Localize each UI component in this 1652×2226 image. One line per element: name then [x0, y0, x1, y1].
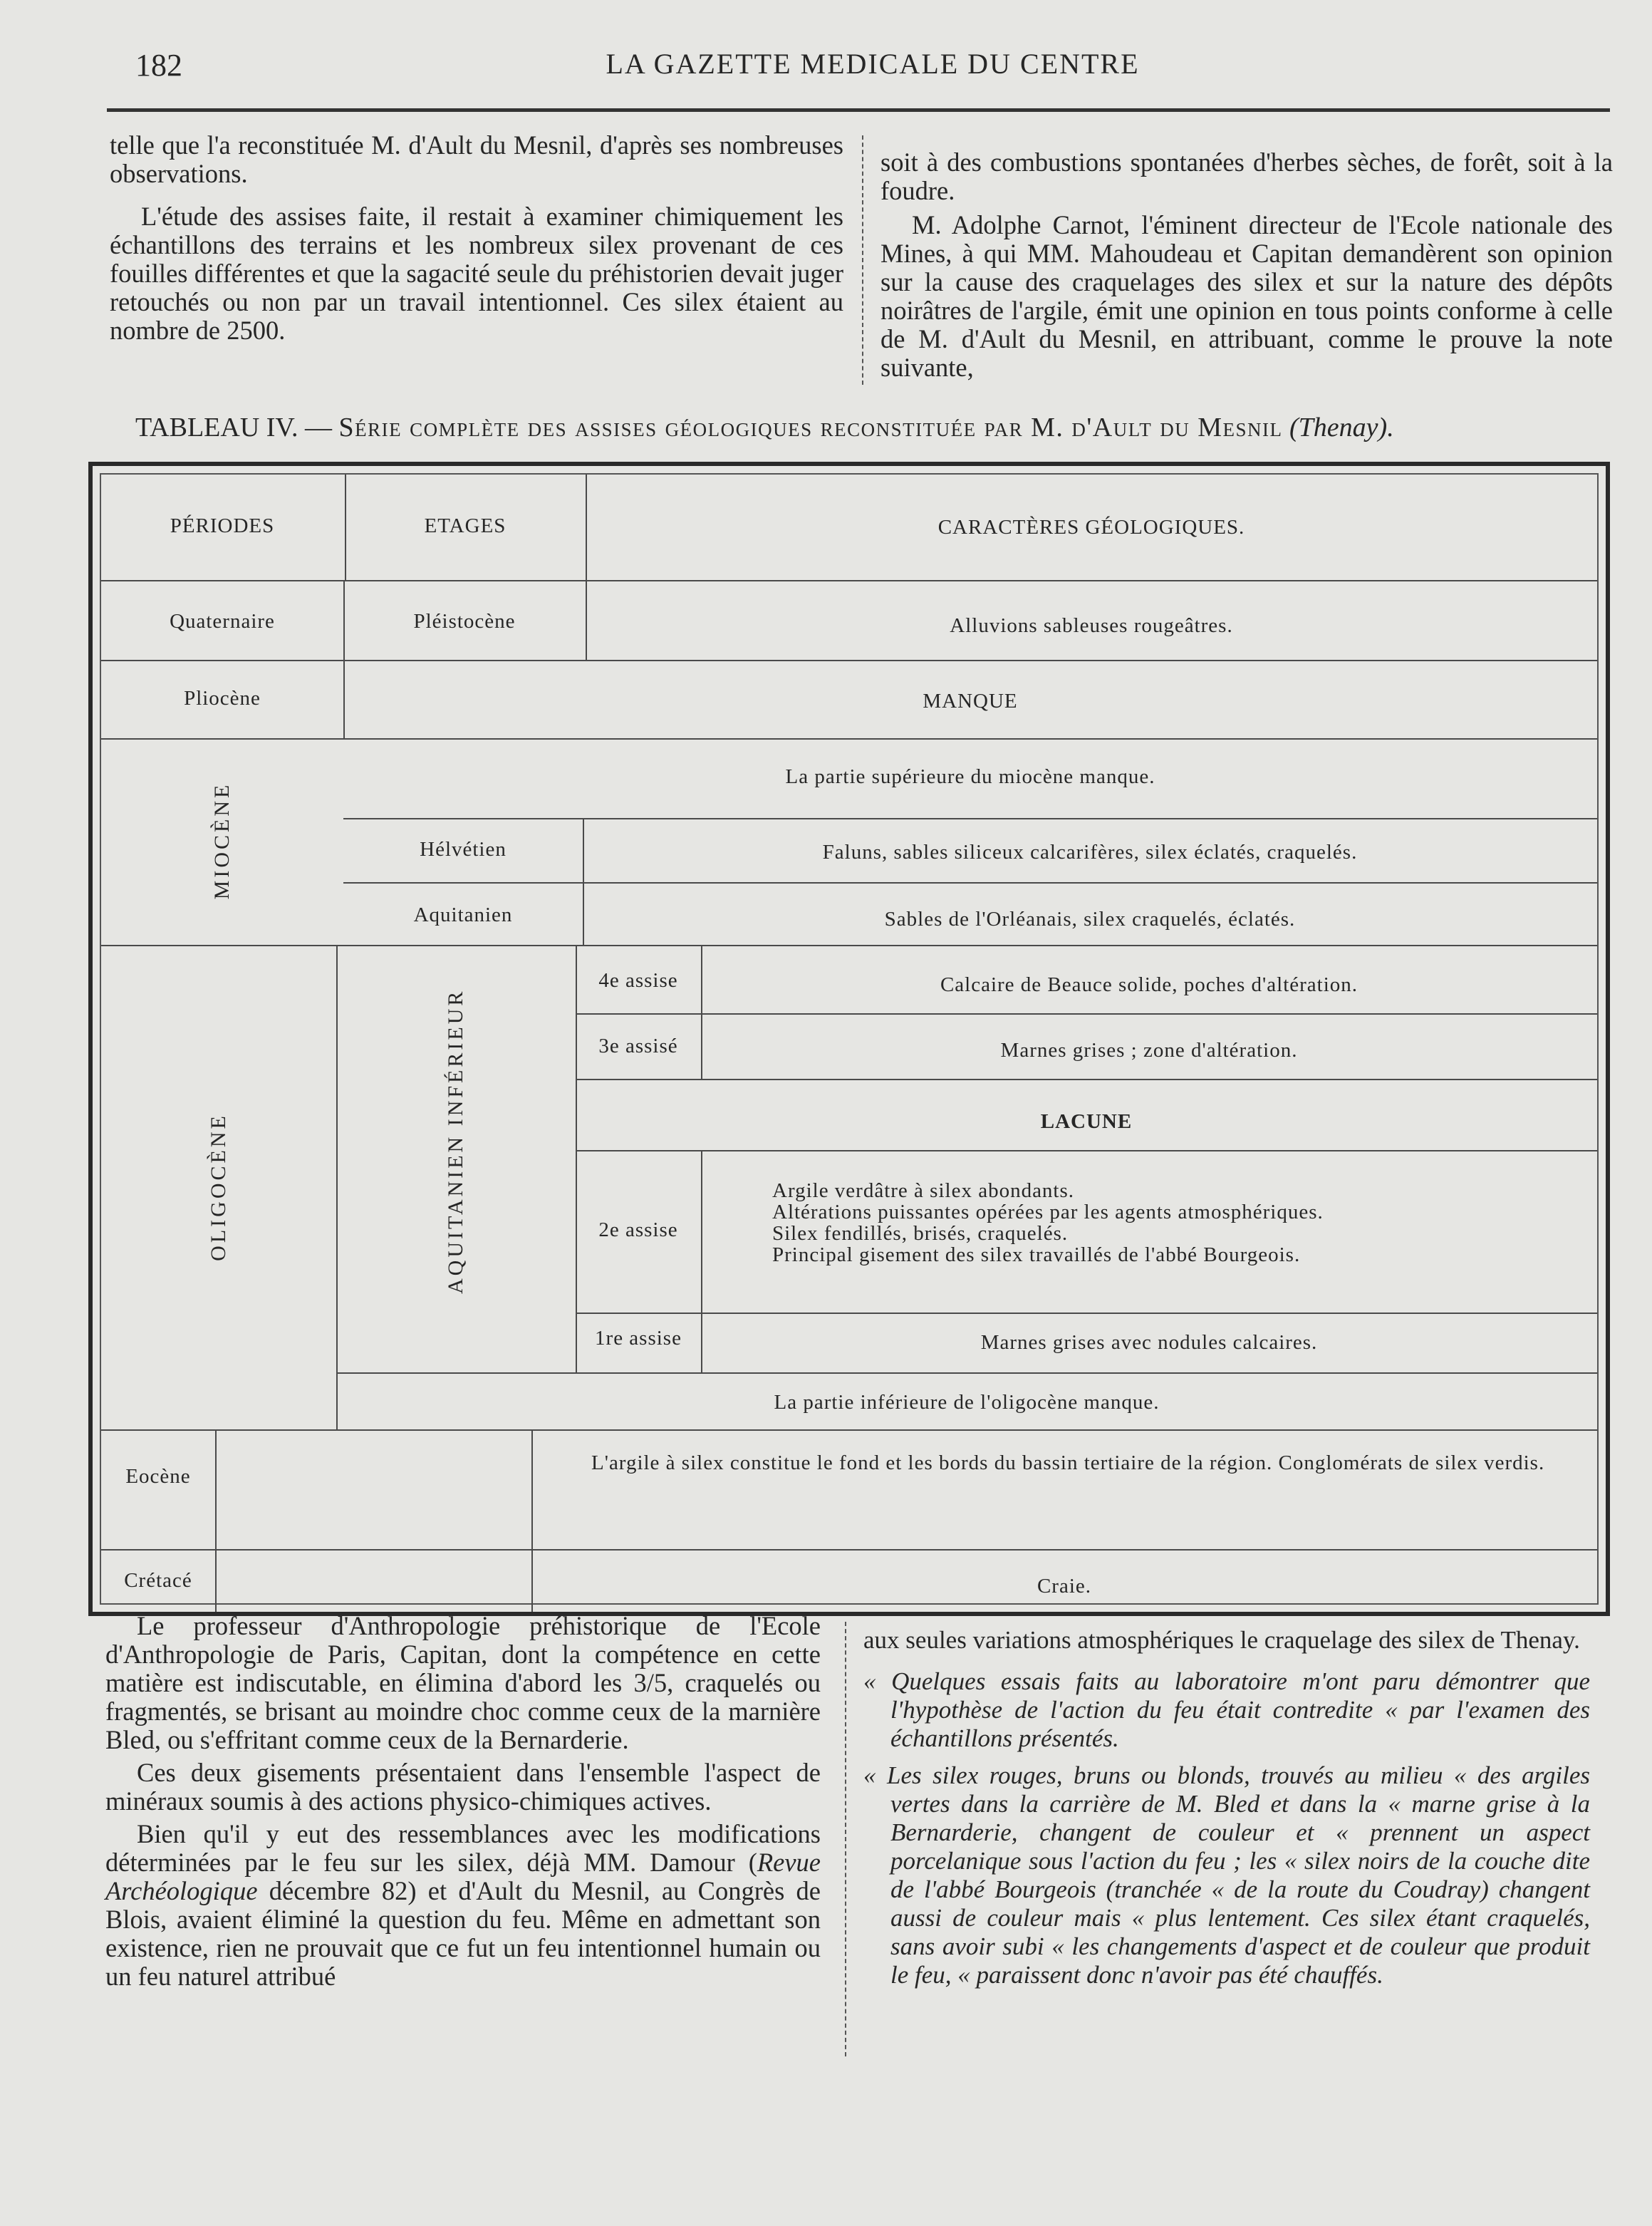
assise-4-desc: Calcaire de Beauce solide, poches d'altération. — [940, 973, 1359, 996]
desc-quaternaire: Alluvions sableuses rougeâtres. — [950, 614, 1233, 637]
table-inner — [100, 473, 1599, 1605]
header-characters: CARACTÈRES GÉOLOGIQUES. — [937, 516, 1245, 539]
table-caption — [135, 412, 1617, 443]
paragraph: aux seules variations atmosphériques le craquelage des silex de Thenay. — [863, 1626, 1580, 1654]
table-place: (Thenay). — [1289, 413, 1394, 442]
period-oligocene: OLIGOCÈNE — [207, 1113, 230, 1261]
assise-2-line: Argile verdâtre à silex abondants. — [772, 1179, 1075, 1202]
column-separator — [862, 135, 863, 385]
paragraph: soit à des combustions spontanées d'herbes sèches, de forêt, soit à la foudre. — [880, 147, 1613, 205]
top-right-column — [880, 148, 1613, 382]
period-miocene: MIOCÈNE — [210, 782, 234, 900]
period-cretace: Crétacé — [124, 1569, 192, 1592]
header-stages: ETAGES — [424, 514, 506, 537]
stage-helvetien: Hélvétien — [420, 838, 506, 861]
quotation: « Les silex rouges, bruns ou blonds, trouvés au milieu « des argiles vertes dans la carrière de M. Bled et dans la « marne grise à la Bernarderie, changent de couleur et « prennent un aspect porcelanique sous l'action du feu ; les « silex noirs de la couche dite de l'abbé Bourgeois (tranchée « de la route du Coudray) changent aussi de couleur mais « plus lentement. Ces silex étant craquelés, sans avoir subi « les changements d'aspect et de couleur que produit le feu, « paraissent donc n'avoir pas été chauffés. — [863, 1761, 1590, 1989]
lacune: LACUNE — [1040, 1110, 1133, 1133]
paragraph: telle que l'a reconstituée M. d'Ault du Mesnil, d'après ses nombreuses observations. — [110, 130, 843, 188]
stage-aquitanien-inferieur: AQUITANIEN INFÉRIEUR — [444, 988, 467, 1294]
column-separator — [845, 1622, 846, 2056]
paragraph: L'étude des assises faite, il restait à examiner chimiquement les échantillons des terrains et les nombreux silex provenant de ces fouilles différentes et que la sagacité seule du préhistorien devait juger retouchés ou non par un travail intentionnel. Ces silex étaient au nombre de 2500. — [110, 202, 843, 345]
quotation: « Quelques essais faits au laboratoire m'ont paru démontrer que l'hypothèse de l'action du feu était contredite « par l'examen des échantillons présentés. — [863, 1667, 1590, 1752]
bottom-left-column — [105, 1612, 821, 1991]
assise-2-label: 2e assise — [598, 1218, 678, 1241]
assise-1-desc: Marnes grises avec nodules calcaires. — [980, 1331, 1318, 1354]
desc-aquitanien: Sables de l'Orléanais, silex craquelés, éclatés. — [884, 908, 1296, 931]
page-number: 182 — [135, 48, 182, 83]
journal-title: LA GAZETTE MEDICALE DU CENTRE — [606, 48, 1140, 80]
assise-2-desc — [772, 1180, 1324, 1265]
bottom-right-column — [863, 1626, 1590, 1989]
period-quaternaire: Quaternaire — [170, 610, 275, 633]
table-title: Série complète des assises géologiques reconstituée par M. d'Ault du Mesnil — [338, 413, 1283, 442]
period-pliocene: Pliocène — [184, 687, 261, 710]
paragraph: M. Adolphe Carnot, l'éminent directeur de l'Ecole nationale des Mines, à qui MM. Mahoudeau et Capitan demandèrent son opinion sur la cause des craquelages des silex et sur la nature des dépôts noirâtres de l'argile, émit une opinion en tous points conforme à celle de M. d'Ault du Mesnil, en attribuant, comme le prouve la note suivante, — [880, 210, 1613, 382]
desc-helvetien: Faluns, sables siliceux calcarifères, silex éclatés, craquelés. — [822, 841, 1358, 864]
top-left-column — [110, 131, 843, 345]
desc-eocene: L'argile à silex constitue le fond et les bords du bassin tertiaire de la région. Conglomérats de silex verdis. — [591, 1451, 1545, 1474]
assise-4-label: 4e assise — [598, 969, 678, 992]
paragraph: Le professeur d'Anthropologie préhistorique de l'Ecole d'Anthropologie de Paris, Capitan, dont la compétence en cette matière est indiscutable, en élimina d'abord les 3/5, craquelés ou fragmentés, se brisant au moindre choc comme ceux de la marnière Bled, ou s'effritant comme ceux de la Bernarderie. — [105, 1611, 821, 1754]
desc-miocene-top: La partie supérieure du miocène manque. — [785, 765, 1155, 788]
header-periods: PÉRIODES — [170, 514, 275, 537]
header-rule — [107, 108, 1610, 112]
desc-oligocene-bottom: La partie inférieure de l'oligocène manque. — [774, 1391, 1160, 1414]
geology-table — [88, 462, 1610, 1616]
desc-pliocene: MANQUE — [923, 690, 1018, 713]
stage-pleistocene: Pléistocène — [413, 610, 516, 633]
paragraph: Ces deux gisements présentaient dans l'ensemble l'aspect de minéraux soumis à des actions physico-chimiques actives. — [105, 1758, 821, 1816]
assise-3-label: 3e assisé — [598, 1035, 678, 1057]
assise-1-label: 1re assise — [595, 1327, 682, 1350]
journal-name: Revue Archéologique — [105, 1848, 821, 1905]
assise-2-line: Principal gisement des silex travaillés de l'abbé Bourgeois. — [772, 1243, 1301, 1266]
assise-2-line: Silex fendillés, brisés, craquelés. — [772, 1222, 1069, 1245]
desc-cretace: Craie. — [1037, 1575, 1092, 1598]
paragraph: Bien qu'il y eut des ressemblances avec les modifications déterminées par le feu sur les silex, déjà MM. Damour (Revue Archéologique décembre 82) et d'Ault du Mesnil, au Congrès de Blois, avaient éliminé la question du feu. Même en admettant son existence, rien ne prouvait que ce fut un feu intentionnel humain ou un feu naturel attribué — [105, 1819, 821, 1991]
assise-3-desc: Marnes grises ; zone d'altération. — [1000, 1039, 1298, 1062]
page-header — [135, 47, 1610, 97]
stage-aquitanien: Aquitanien — [413, 904, 513, 926]
table-label: TABLEAU IV. — — [135, 413, 332, 442]
assise-2-line: Altérations puissantes opérées par les agents atmosphériques. — [772, 1201, 1324, 1223]
period-eocene: Eocène — [125, 1465, 191, 1488]
